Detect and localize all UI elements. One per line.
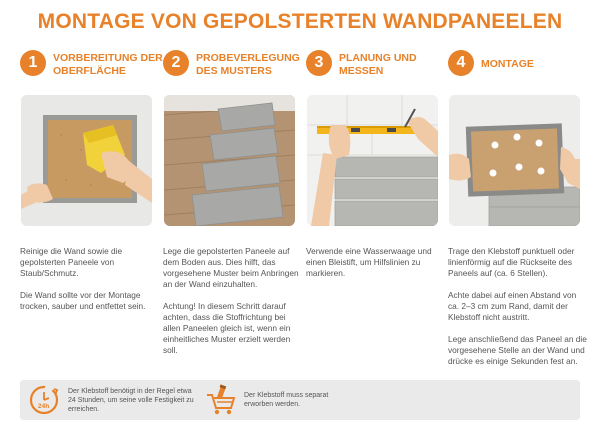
clock-icon (28, 384, 60, 416)
step-2-description (163, 246, 303, 367)
step-1-number: 1 (20, 50, 46, 76)
step-4-text: Lege anschließend das Paneel an die vorgesehene Stelle an der Wand und drücke es einige Sekunden fest an. (448, 334, 587, 366)
step-2-header (163, 50, 303, 84)
step-2-text: Achtung! In diesem Schritt darauf achten, dass die Stoffrichtung bei allen Paneelen gleich ist, wenn ein einheitliches Muster erzielt werden soll. (163, 301, 291, 355)
footer-notes (20, 380, 580, 420)
step-3-image (307, 95, 438, 226)
step-1-header (20, 50, 163, 84)
step-4-description (448, 246, 588, 378)
step-4-title: MONTAGE (481, 58, 534, 70)
step-2-image (164, 95, 295, 226)
step-3-title: PLANUNG UND MESSEN (339, 52, 417, 77)
page-title: MONTAGE VON GEPOLSTERTEN WANDPANEELEN (37, 10, 563, 33)
footer-note-curing: Der Klebstoff benötigt in der Regel etwa 24 Stunden, um seine volle Festigkeit zu erreichen. (68, 388, 194, 413)
step-2-number: 2 (163, 50, 189, 76)
step-3-description (306, 246, 446, 290)
step-1-description (20, 246, 160, 323)
step-1-image (21, 95, 152, 226)
step-4-text: Achte dabei auf einen Abstand von ca. 2–3 cm zum Rand, damit der Klebstoff nicht austritt. (448, 290, 577, 322)
step-3-number: 3 (306, 50, 332, 76)
step-3-header (306, 50, 446, 84)
step-1-text: Reinige die Wand sowie die gepolsterten Paneele von Staub/Schmutz. (20, 246, 123, 278)
step-4-text: Trage den Klebstoff punktuell oder linienförmig auf die Rückseite des Paneels auf (ca. 6 Stellen). (448, 246, 575, 278)
step-4-number: 4 (448, 50, 474, 76)
step-4-header (448, 50, 588, 84)
step-3-text: Verwende eine Wasserwaage und einen Bleistift, um Hilfslinien zu markieren. (306, 246, 432, 278)
step-4-image (449, 95, 580, 226)
step-2-text: Lege die gepolsterten Paneele auf dem Boden aus. Dies hilft, das vorgesehene Muster beim Anbringen an der Wand einzuhalten. (163, 246, 299, 289)
step-1-text: Die Wand sollte vor der Montage trocken, sauber und entfettet sein. (20, 290, 146, 311)
clock-label: 24h (38, 403, 50, 410)
footer-note-purchase: Der Klebstoff muss separat erworben werden. (244, 392, 329, 408)
shopping-cart-icon (204, 384, 238, 416)
step-2-title: PROBEVERLEGUNG DES MUSTERS (196, 52, 300, 77)
step-1-title: VORBEREITUNG DER OBERFLÄCHE (53, 52, 163, 77)
